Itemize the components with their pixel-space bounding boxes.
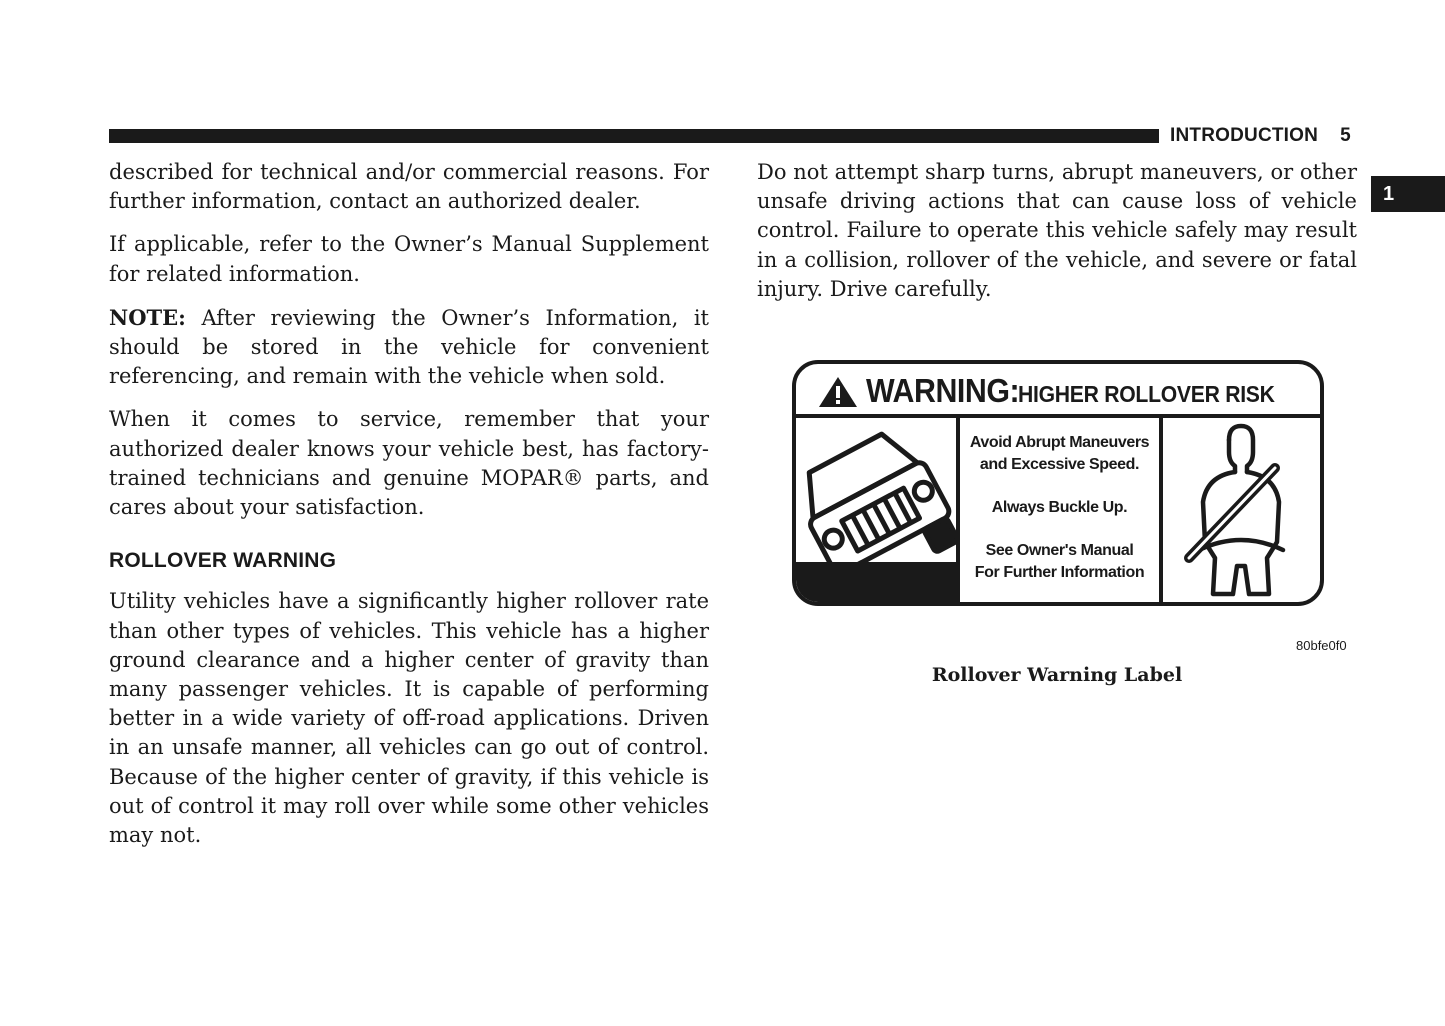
- paragraph-note: [109, 303, 709, 392]
- label-warning-word: WARNING:: [866, 372, 1020, 409]
- rollover-warning-label: [792, 360, 1324, 606]
- note-text: After reviewing the Owner’s Information, it should be stored in the vehicle for convenient referencing, and remain with the vehicle when sold.: [109, 305, 709, 389]
- label-line: For Further Information: [974, 564, 1145, 581]
- figure-caption: Rollover Warning Label: [931, 664, 1183, 686]
- paragraph-safe-driving: Do not attempt sharp turns, abrupt maneuvers, or other unsafe driving actions that can cause loss of vehicle control. Failure to operate this vehicle safely may result in a collision, rollover of the vehicle, and severe or fatal injury. Drive carefully.: [757, 160, 1357, 301]
- section-title: INTRODUCTION: [1170, 125, 1319, 146]
- tilted-vehicle-panel: [796, 418, 960, 602]
- paragraph-rollover: Utility vehicles have a significantly higher rollover rate than other types of vehicles. This vehicle has a higher ground clearance and a higher center of gravity than many passenger vehicles. It is capable of performing better in a wide variety of off-road applications. Driven in an unsafe manner, all vehicles can go out of control. Because of the higher center of gravity, if this vehicle is out of control it may roll over while some other vehicles may not.: [109, 589, 709, 848]
- paragraph-dealer-info: described for technical and/or commercial reasons. For further information, contact an authorized dealer.: [109, 160, 709, 214]
- page-number: 5: [1340, 125, 1351, 146]
- header-rule: [109, 129, 1159, 143]
- ground-bar: [796, 562, 956, 602]
- chapter-tab[interactable]: 1: [1371, 176, 1445, 212]
- label-title-bar: [796, 364, 1320, 418]
- note-label: NOTE:: [109, 304, 186, 330]
- seatbelt-panel: [1163, 418, 1320, 602]
- label-line: Always Buckle Up.: [991, 499, 1128, 516]
- figure-id: 80bfe0f0: [1296, 638, 1347, 653]
- left-column: [109, 158, 709, 864]
- running-header: [1170, 125, 1351, 147]
- paragraph-service: When it comes to service, remember that your authorized dealer knows your vehicle best, has factory-trained technicians and genuine MOPAR® parts, and cares about your satisfaction.: [109, 407, 709, 520]
- right-column: [757, 158, 1357, 318]
- label-warning-subtitle: HIGHER ROLLOVER RISK: [1018, 381, 1275, 407]
- warning-triangle-icon: [818, 376, 858, 408]
- label-instructions: [960, 418, 1163, 602]
- seatbelt-person-icon: [1163, 418, 1319, 606]
- section-heading: ROLLOVER WARNING: [109, 549, 337, 573]
- label-line: See Owner's Manual: [985, 542, 1134, 559]
- paragraph-supplement: If applicable, refer to the Owner’s Manual Supplement for related information.: [109, 232, 709, 286]
- label-line: Avoid Abrupt Maneuvers: [969, 434, 1150, 451]
- label-line: and Excessive Speed.: [979, 456, 1140, 473]
